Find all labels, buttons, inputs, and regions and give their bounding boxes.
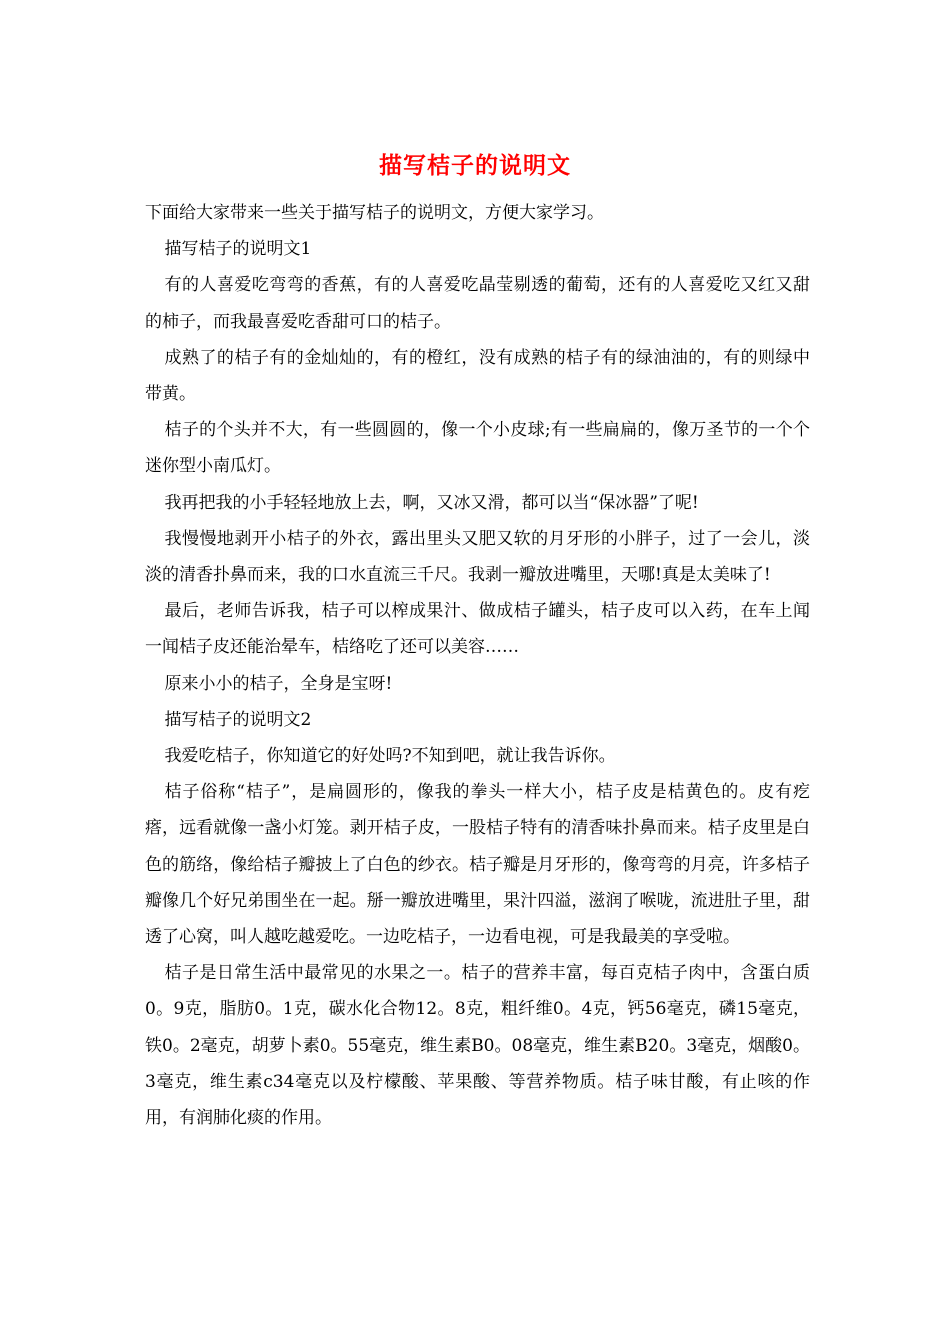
paragraph: 桔子俗称“桔子”，是扁圆形的，像我的拳头一样大小，桔子皮是桔黄色的。皮有疙瘩，远看就像一盏小灯笼。剥开桔子皮，一股桔子特有的清香味扑鼻而来。桔子皮里是白色的筋络，像给桔子瓣披上了白色的纱衣。桔子瓣是月牙形的，像弯弯的月亮，许多桔子瓣像几个好兄弟围坐在一起。掰一瓣放进嘴里，果汁四溢，滋润了喉咙，流进肚子里，甜透了心窝，叫人越吃越爱吃。一边吃桔子，一边看电视，可是我最美的享受啦。 xyxy=(145,782,810,948)
paragraph: 原来小小的桔子，全身是宝呀! xyxy=(164,673,393,694)
paragraph: 我再把我的小手轻轻地放上去，啊，又冰又滑，都可以当“保冰器”了呢! xyxy=(164,492,699,513)
section-heading-2: 描写桔子的说明文2 xyxy=(164,709,312,730)
paragraph: 成熟了的桔子有的金灿灿的，有的橙红，没有成熟的桔子有的绿油油的，有的则绿中带黄。 xyxy=(145,347,810,405)
paragraph: 有的人喜爱吃弯弯的香蕉，有的人喜爱吃晶莹剔透的葡萄，还有的人喜爱吃又红又甜的柿子，而我最喜爱吃香甜可口的桔子。 xyxy=(145,275,810,332)
paragraph: 桔子是日常生活中最常见的水果之一。桔子的营养丰富，每百克桔子肉中，含蛋白质0。9克，脂肪0。1克，碳水化合物12。8克，粗纤维0。4克，钙56毫克，磷15毫克，铁0。2毫克，胡萝卜素0。55毫克，维生素B0。08毫克，维生素B20。3毫克，烟酸0。3毫克，维生素c34毫克以及柠檬酸、苹果酸、等营养物质。桔子味甘酸，有止咳的作用，有润肺化痰的作用。 xyxy=(145,963,810,1129)
intro-paragraph: 下面给大家带来一些关于描写桔子的说明文，方便大家学习。 xyxy=(145,203,604,223)
paragraph: 最后，老师告诉我，桔子可以榨成果汁、做成桔子罐头，桔子皮可以入药，在车上闻一闻桔子皮还能治晕车，桔络吃了还可以美容…… xyxy=(145,601,810,658)
paragraph: 我慢慢地剥开小桔子的外衣，露出里头又肥又软的月牙形的小胖子，过了一会儿，淡淡的清香扑鼻而来，我的口水直流三千尺。我剥一瓣放进嘴里，天哪!真是太美味了! xyxy=(145,528,810,586)
paragraph: 桔子的个头并不大，有一些圆圆的，像一个小皮球;有一些扁扁的，像万圣节的一个个迷你型小南瓜灯。 xyxy=(145,420,810,477)
document-title: 描写桔子的说明文 xyxy=(379,152,571,179)
section-heading-1: 描写桔子的说明文1 xyxy=(164,239,312,260)
document-body xyxy=(145,195,810,1136)
paragraph: 我爱吃桔子，你知道它的好处吗?不知到吧，就让我告诉你。 xyxy=(164,746,616,767)
